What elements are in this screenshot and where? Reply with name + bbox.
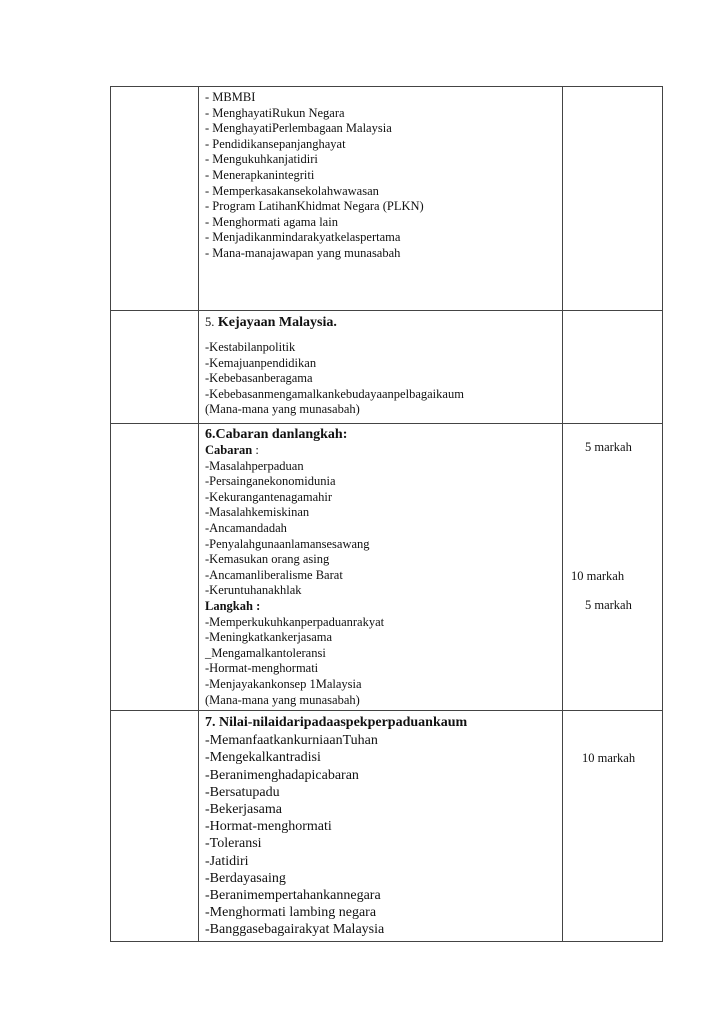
table-row bbox=[111, 424, 663, 711]
list-item: -Penyalahgunaanlamansesawang bbox=[205, 536, 370, 551]
list-item: -Mengekalkantradisi bbox=[205, 750, 321, 766]
list-item: -Hormat-menghormati bbox=[205, 661, 319, 676]
content-cell bbox=[199, 424, 563, 711]
list-item: -Masalahkemiskinan bbox=[205, 505, 310, 520]
list-item: -Bekerjasama bbox=[205, 801, 282, 817]
list-item: -Masalahperpaduan bbox=[205, 458, 304, 473]
subheading-text: Cabaran bbox=[205, 443, 253, 457]
list-item: -Menghormati lambing negara bbox=[205, 905, 377, 921]
section-heading bbox=[205, 314, 556, 331]
number-cell bbox=[111, 424, 199, 711]
list-item: (Mana-mana yang munasabah) bbox=[205, 692, 360, 707]
list-item: -Memperkukuhkanperpaduanrakyat bbox=[205, 614, 385, 629]
mark-cell bbox=[563, 711, 663, 941]
answer-table bbox=[110, 86, 663, 942]
heading-text: Kejayaan Malaysia. bbox=[217, 315, 337, 330]
mark-label: 10 markah bbox=[571, 569, 625, 583]
list-item: -Ancamandadah bbox=[205, 520, 287, 535]
list-item: -Jatidiri bbox=[205, 853, 249, 869]
section-heading: 6.Cabaran danlangkah: bbox=[205, 427, 348, 442]
section-heading: 7. Nilai-nilaidaripadaaspekperpaduankaum bbox=[205, 715, 468, 731]
content-cell bbox=[199, 311, 563, 424]
list-item: -Kebebasanberagama bbox=[205, 371, 313, 386]
list-item: -Kekurangantenagamahir bbox=[205, 489, 333, 504]
list-item: -Kestabilanpolitik bbox=[205, 340, 296, 354]
list-item: - Pendidikansepanjanghayat bbox=[205, 136, 346, 151]
subheading bbox=[205, 443, 556, 459]
list-item: -Menjayakankonsep 1Malaysia bbox=[205, 676, 362, 691]
mark-cell bbox=[563, 87, 663, 311]
list-item: -Berdayasaing bbox=[205, 870, 286, 886]
list-item: -Persainganekonomidunia bbox=[205, 474, 336, 489]
list-item: -Kemasukan orang asing bbox=[205, 552, 330, 567]
list-item: -Keruntuhanakhlak bbox=[205, 583, 302, 598]
list-item: _Mengamalkantoleransi bbox=[205, 645, 326, 660]
number-cell bbox=[111, 711, 199, 941]
list-item: -Toleransi bbox=[205, 836, 262, 852]
number-cell bbox=[111, 87, 199, 311]
list-item: - Menerapkanintegriti bbox=[205, 167, 315, 182]
content-cell big bbox=[199, 711, 563, 941]
list-item: -Banggasebagairakyat Malaysia bbox=[205, 922, 385, 938]
list-item: -Beranimempertahankannegara bbox=[205, 887, 381, 903]
list-item: -Beranimenghadapicabaran bbox=[205, 767, 359, 783]
table-row bbox=[111, 87, 663, 311]
table-row bbox=[111, 311, 663, 424]
list-item: - Memperkasakansekolahwawasan bbox=[205, 183, 379, 198]
list-item: (Mana-mana yang munasabah) bbox=[205, 402, 360, 417]
mark-label: 5 markah bbox=[585, 440, 632, 454]
mark-cell bbox=[563, 424, 663, 711]
mark-label: 10 markah bbox=[582, 751, 636, 766]
list-item: -MemanfaatkankurniaanTuhan bbox=[205, 733, 378, 749]
mark-label: 5 markah bbox=[585, 598, 632, 612]
subheading: Langkah : bbox=[205, 598, 261, 613]
subheading-suffix: : bbox=[252, 443, 259, 457]
number-cell bbox=[111, 311, 199, 424]
list-item: - Mana-manajawapan yang munasabah bbox=[205, 245, 401, 260]
list-item: - Mengukuhkanjatidiri bbox=[205, 152, 318, 167]
list-item: -Kemajuanpendidikan bbox=[205, 355, 317, 370]
list-item: - MenghayatiPerlembagaan Malaysia bbox=[205, 121, 392, 136]
list-item: -Hormat-menghormati bbox=[205, 819, 332, 835]
list-item: -Kebebasanmengamalkankebudayaanpelbagaikaum bbox=[205, 386, 464, 401]
heading-number: 5. bbox=[205, 315, 215, 329]
list-item: - Menghormati agama lain bbox=[205, 214, 338, 229]
list-item: - MenghayatiRukun Negara bbox=[205, 105, 345, 120]
list-item: - Menjadikanmindarakyatkelaspertama bbox=[205, 230, 401, 245]
list-item: -Bersatupadu bbox=[205, 784, 280, 800]
list-item: - Program LatihanKhidmat Negara (PLKN) bbox=[205, 199, 424, 214]
list-item: - MBMBI bbox=[205, 90, 256, 104]
list-item: -Meningkatkankerjasama bbox=[205, 630, 333, 645]
list-item: -Ancamanliberalisme Barat bbox=[205, 567, 343, 582]
content-cell bbox=[199, 87, 563, 311]
table-row bbox=[111, 711, 663, 941]
